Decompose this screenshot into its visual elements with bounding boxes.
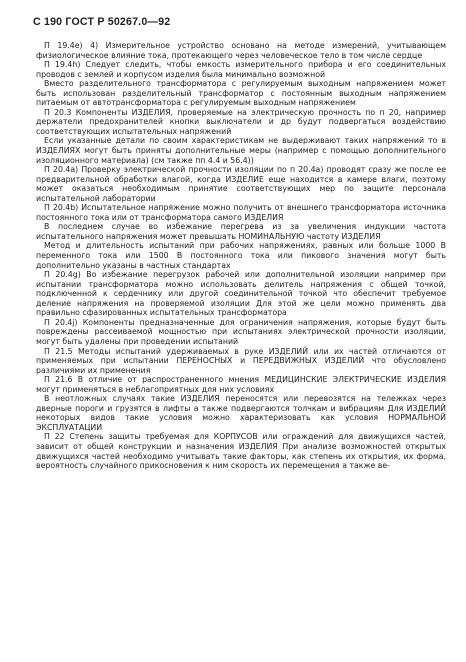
paragraph: В неотложных случаях такие ИЗДЕЛИЯ переносятся или перевозятся на тележках через дверные пороги и грузятся в лифты а также подвергаются толчкам и вибрациям Для ИЗДЕЛИЙ некоторых видов такие условия можно характеризовать как условия НОРМАЛЬНОЙ ЭКСПЛУАТАЦИИ bbox=[36, 394, 446, 432]
paragraph: Если указанные детали по своим характеристикам не выдерживают таких напряжений то в ИЗДЕЛИЯХ могут быть приняты дополнительные меры (например с помощью дополнительного изоляционного материала) (см также пп 4.4 и 56.4)) bbox=[36, 136, 446, 165]
paragraph: В последнем случае во избежание перегрева из за увеличения индукции частота испытательного напряжения может превышать НОМИНАЛЬНУЮ частоту ИЗДЕЛИЯ bbox=[36, 222, 446, 241]
document-body bbox=[36, 41, 446, 471]
paragraph: П 20.4a) Проверку электрической прочности изоляции по п 20.4a) проводят сразу же после ее предварительной обработки влагой, когда ИЗДЕЛИЕ еще находится в камере влаги, поэтому может оказаться необходимым принятие соответствующих мер по защите персонала испытательной лаборатории bbox=[36, 165, 446, 203]
paragraph: П 19.4e) 4) Измерительное устройство основано на методе измерений, учитывающем физиологическое влияние тока, протекающего через человеческое тело в том числе сердце bbox=[36, 41, 446, 60]
paragraph: П 21.6 В отличие от распространенного мнения МЕДИЦИНСКИЕ ЭЛЕКТРИЧЕСКИЕ ИЗДЕЛИЯ могут применяться в неблагоприятных для них условиях bbox=[36, 375, 446, 394]
paragraph: П 20.4b) Испытательное напряжение можно получить от внешнего трансформатора источника постоянного тока или от трансформатора самого ИЗДЕЛИЯ bbox=[36, 203, 446, 222]
paragraph: П 20.4g) Во избежание перегрузок рабочей или дополнительной изоляции например при испытании трансформатора можно использовать делитель напряжения с общей точкой, подключенной к сердечнику или другой соединительной точкой что обеспечит требуемое деление напряжения на проверяемой изоляции Для этой же цели можно применять два правильно сфазированных испытательных трансформатора bbox=[36, 270, 446, 318]
paragraph: Вместо разделительного трансформатора с регулируемым выходным напряжением может быть использован разделительный трансформатор с постоянным выходным напряжением питаемым от автотрансформатора с регулируемым выходным напряжением bbox=[36, 79, 446, 108]
paragraph: Метод и длительность испытаний при рабочих напряжениях, равных или больше 1000 В переменного тока или 1500 В постоянного тока или пикового значения могут быть дополнительно указаны в частных стандартах bbox=[36, 241, 446, 270]
paragraph: П 20.3 Компоненты ИЗДЕЛИЯ, проверяемые на электрическую прочность по п 20, например держатели предохранителей кнопки выключатели и др будут подвергаться воздействию соответствующих испытательных напряжений bbox=[36, 107, 446, 136]
paragraph: П 20.4j) Компоненты предназначенные для ограничения напряжения, которые будут быть повреждены рассеиваемой мощностью при испытаниях электрической прочности изоляции, могут быть удалены при проведении испытаний bbox=[36, 317, 446, 346]
paragraph: П 22 Степень защиты требуемая для КОРПУСОВ или ограждений для движущихся частей, зависит от общей конструкции и назначения ИЗДЕЛИЯ При анализе возможностей открытых движущихся частей необходимо учитывать такие факторы, как степень их открытия, их форма, вероятность случайного прикосновения к ним скорость их перемещения а также ве- bbox=[36, 432, 446, 471]
paragraph: П 21.5 Методы испытаний удерживаемых в руке ИЗДЕЛИЙ или их частей отличаются от применяемых при испытании ПЕРЕНОСНЫХ и ПЕРЕДВИЖНЫХ ИЗДЕЛИЙ что обусловлено различиями их применения bbox=[36, 346, 446, 375]
page-header: С 190 ГОСТ Р 50267.0—92 bbox=[33, 16, 171, 28]
paragraph: П 19.4h) Следует следить, чтобы емкость измерительного прибора и его соединительных проводов с землей и корпусом изделия была минимально возможной bbox=[36, 60, 446, 79]
